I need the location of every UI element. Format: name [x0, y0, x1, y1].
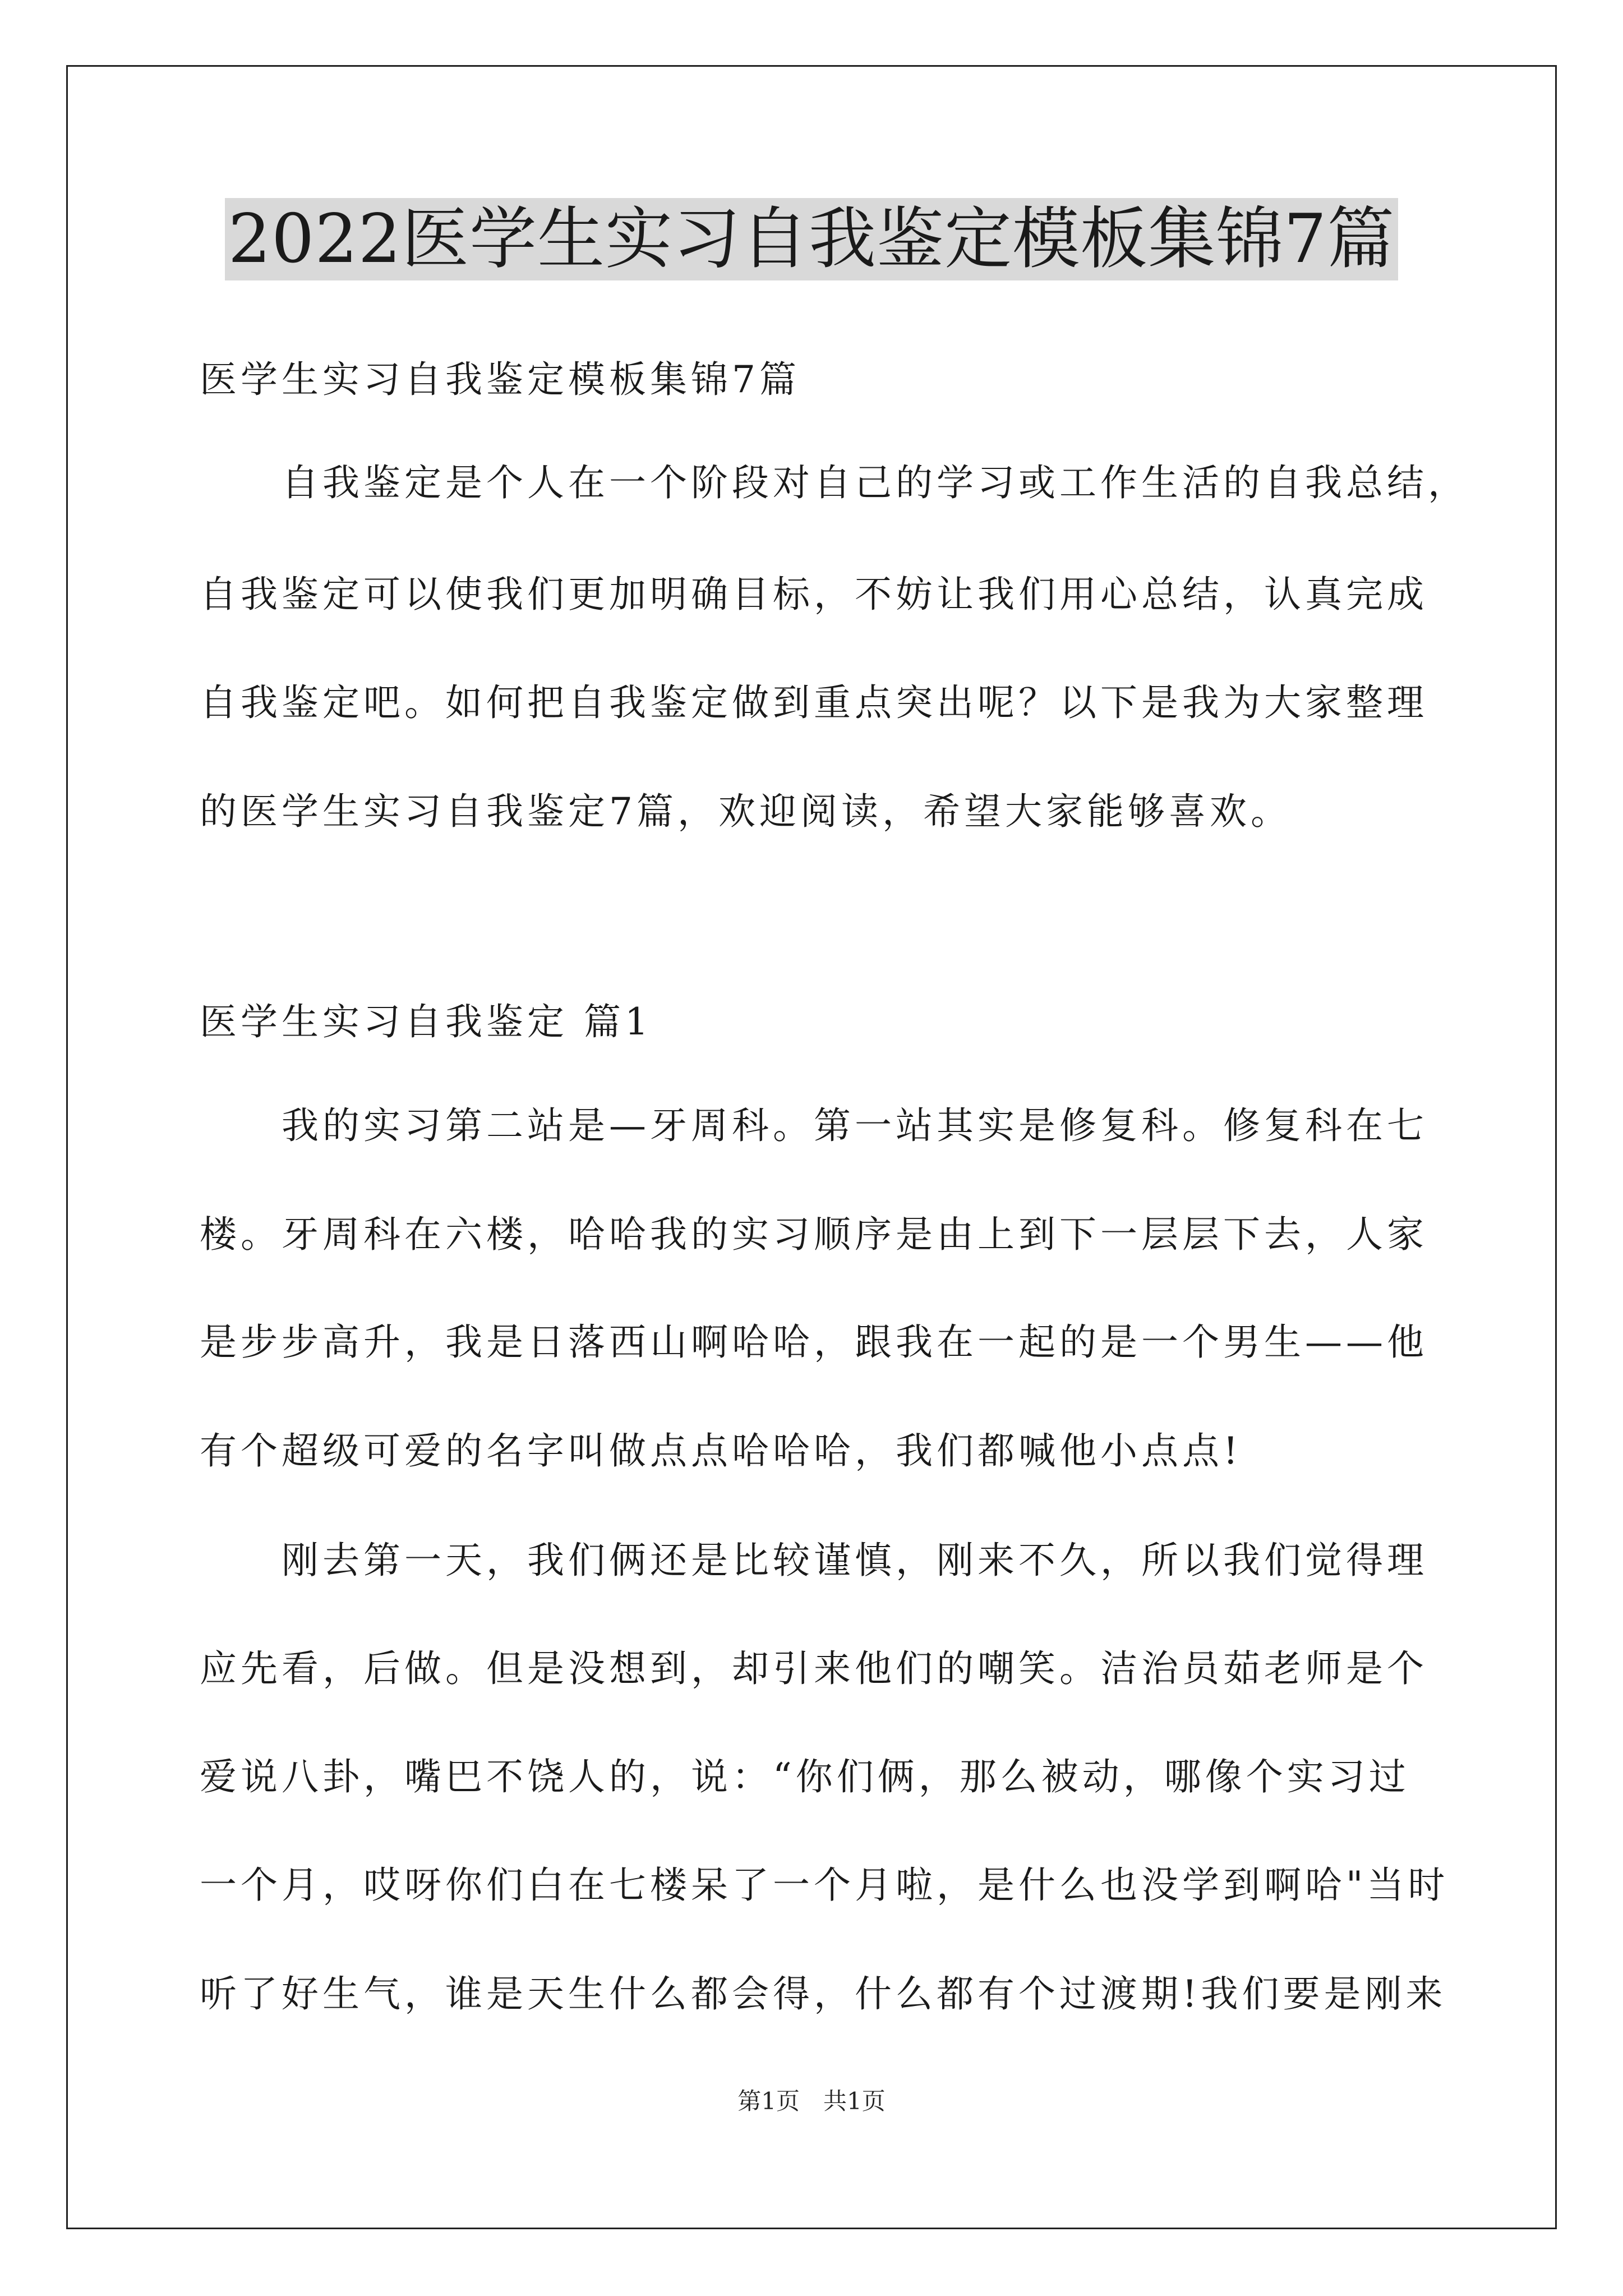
paragraph-line-8: 一个月，哎呀你们白在七楼呆了一个月啦，是什么也没学到啊哈"当时 [200, 1864, 1449, 1907]
page-footer: 第1页 共1页 [737, 2087, 886, 2115]
intro-line-1: 自我鉴定是个人在一个阶段对自己的学习或工作生活的自我总结， [200, 461, 1469, 504]
section-heading: 医学生实习自我鉴定 篇1 [200, 1000, 652, 1043]
paragraph-line-9: 听了好生气，谁是天生什么都会得，什么都有个过渡期!我们要是刚来 [200, 1972, 1447, 2016]
intro-line-4: 的医学生实习自我鉴定7篇，欢迎阅读，希望大家能够喜欢。 [200, 790, 1292, 833]
paragraph-line-3: 是步步高升，我是日落西山啊哈哈，跟我在一起的是一个男生——他 [200, 1320, 1428, 1364]
intro-line-2: 自我鉴定可以使我们更加明确目标，不妨让我们用心总结，认真完成 [200, 573, 1428, 616]
paragraph-line-6: 应先看，后做。但是没想到，却引来他们的嘲笑。洁治员茹老师是个 [200, 1647, 1428, 1690]
subtitle-line: 医学生实习自我鉴定模板集锦7篇 [200, 358, 800, 401]
paragraph-line-5: 刚去第一天，我们俩还是比较谨慎，刚来不久，所以我们觉得理 [200, 1539, 1428, 1582]
paragraph-line-7: 爱说八卦，嘴巴不饶人的，说：“你们俩，那么被动，哪像个实习过 [200, 1755, 1410, 1798]
paragraph-line-2: 楼。牙周科在六楼，哈哈我的实习顺序是由上到下一层层下去，人家 [200, 1213, 1428, 1256]
paragraph-line-1: 我的实习第二站是—牙周科。第一站其实是修复科。修复科在七 [200, 1104, 1428, 1147]
intro-line-3: 自我鉴定吧。如何把自我鉴定做到重点突出呢？以下是我为大家整理 [200, 681, 1428, 724]
document-title [0, 197, 1623, 282]
document-title-text: 2022医学生实习自我鉴定模板集锦7篇 [225, 198, 1399, 280]
paragraph-line-4: 有个超级可爱的名字叫做点点哈哈哈，我们都喊他小点点! [200, 1429, 1242, 1473]
